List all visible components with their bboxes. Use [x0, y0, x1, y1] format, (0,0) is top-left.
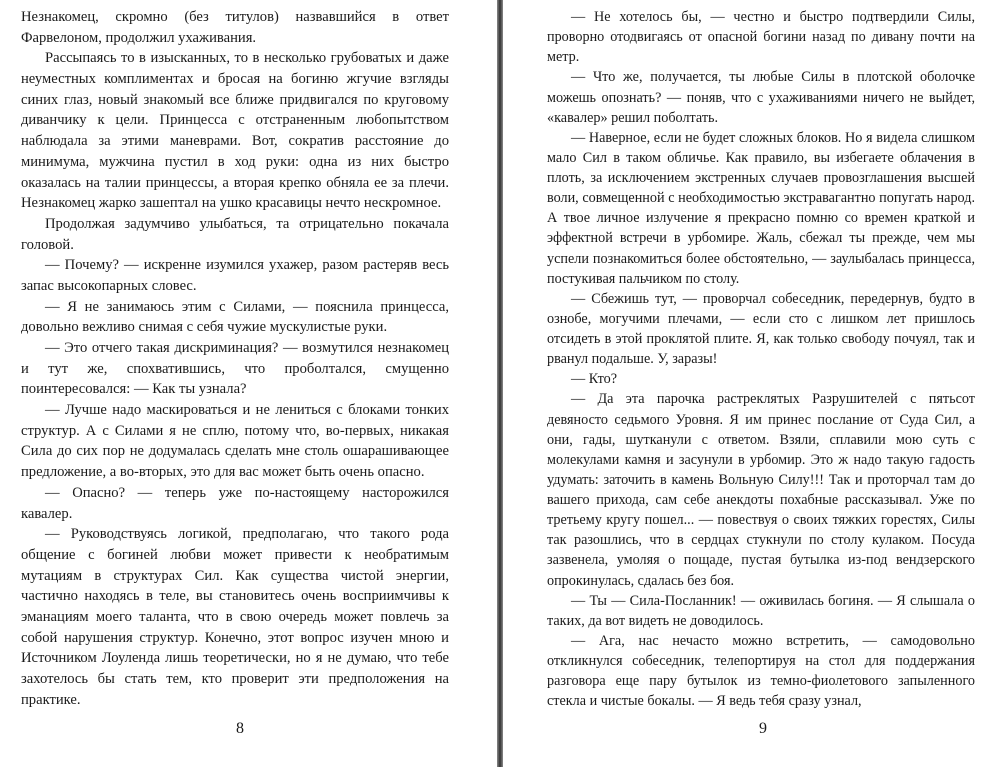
page-number: 8 — [236, 720, 244, 737]
paragraph: — Руководствуясь логикой, предполагаю, что такого рода общение с богиней любви может привести к необратимым мутациям в структурах Сил. Как существа чистой энергии, частично находясь в теле, вы становитесь очень восприимчивы к эманациям моего таланта, что в свою очередь может повлечь за собой нарушения структур. Конечно, этот вопрос изучен мною и Источником Лоуленда лишь теоретически, но я не думаю, что тебе захотелось бы стать тем, кто проверит эти предположения на практике. — [21, 526, 449, 708]
left-page — [0, 0, 497, 767]
right-page — [503, 0, 1000, 767]
paragraph: — Это отчего такая дискриминация? — возмутился незнакомец и тут же, спохватившись, что проболтался, смущенно поинтересовался: — Как ты узнала? — [21, 340, 449, 398]
paragraph: Рассыпаясь то в изысканных, то в несколько грубоватых и даже неуместных комплиментах и бросая на богиню жгучие взгляды синих глаз, новый знакомый все ближе придвигался по круговому диванчику к цели. Принцесса с отстраненным любопытством наблюдала за этими маневрами. Вот, сократив расстояние до минимума, мужчина пустил в ход руки: одна из них быстро оказалась на талии принцессы, а вторая крепко обняла ее за плечи. Незнакомец жарко зашептал на ушко красавицы нечто нескромное. — [21, 50, 449, 212]
paragraph: — Я не занимаюсь этим с Силами, — пояснила принцесса, довольно вежливо снимая с себя чужие мускулистые руки. — [21, 298, 449, 336]
paragraph: — Сбежишь тут, — проворчал собеседник, передернув, будто в ознобе, могучими плечами, — если сто с лишком лет пришлось отсидеть в этой проклятой плите. Я, как только свободу почуял, так и рванул подальше. У, заразы! — [547, 290, 975, 368]
paragraph: — Что же, получается, ты любые Силы в плотской оболочке можешь опознать? — поняв, что с ухаживаниями ничего не выйдет, «кавалер» решил поболтать. — [547, 69, 975, 126]
paragraph: — Ты — Сила-Посланник! — оживилась богиня. — Я слышала о таких, да вот видеть не доводилось. — [547, 592, 975, 629]
paragraph: Незнакомец, скромно (без титулов) назвавшийся в ответ Фарвелоном, продолжил ухаживания. — [21, 9, 449, 46]
left-page-text — [21, 7, 449, 710]
paragraph: — Ага, нас нечасто можно встретить, — самодовольно откликнулся собеседник, телепортируя на стол для поддержания разговора еще пару бутылок из темно-фиолетового запыленного стекла и чистые бокалы. — Я ведь тебя сразу узнал, — [547, 632, 975, 710]
paragraph: — Не хотелось бы, — честно и быстро подтвердили Силы, проворно отодвигаясь от опасной богини назад по дивану почти на метр. — [547, 9, 975, 66]
paragraph: — Почему? — искренне изумился ухажер, разом растеряв весь запас высокопарных словес. — [21, 257, 449, 294]
paragraph: — Наверное, если не будет сложных блоков. Но я видела слишком мало Сил в таком обличье. Как правило, вы избегаете облачения в плоть, за исключением экстренных случаев провозглашения высшей воли, совмещенной с необходимостью экстравагантно попугать народ. А твое личное излучение я прекрасно помню со времен краткой и эффектной встречи в урбомире. Жаль, сбежал ты прежде, чем мы успели познакомиться более обстоятельно, — заулыбалась принцесса, постукивая пальчиком по столу. — [547, 129, 975, 287]
page-number: 9 — [759, 720, 767, 737]
paragraph: — Кто? — [571, 371, 618, 388]
paragraph: — Опасно? — теперь уже по-настоящему насторожился кавалер. — [21, 484, 449, 522]
paragraph: Продолжая задумчиво улыбаться, та отрицательно покачала головой. — [21, 215, 449, 253]
paragraph: — Да эта парочка растреклятых Разрушителей с пятьсот девяносто седьмого Уровня. Я им принес послание от Суда Сил, а они, гады, шутканули с ответом. Взяли, сплавили мою суть с молекулами камня и засунули в урбомир. Это ж надо такую гадость удумать: заточить в камень Вольную Силу!!! Так и проторчал там до вашего прихода, сам себе анекдоты похабные рассказывал. Уже по третьему кругу пошел... — повествуя о своих тяжких горестях, Силы так разошлись, что в сердцах стукнули по столу кулаком. Посуда зазвенела, умоляя о пощаде, пустая бутылка из-под вендзерского опрокинулась, сдалась без боя. — [547, 391, 975, 589]
paragraph: — Лучше надо маскироваться и не лениться с блоками тонких структур. А с Силами я не сплю, потому что, во-первых, никакая Сила до сих пор не додумалась сделать мне столь ошарашивающее предложение, а во-вторых, это для вас может быть очень опасно. — [21, 402, 449, 481]
right-page-text — [547, 7, 975, 711]
